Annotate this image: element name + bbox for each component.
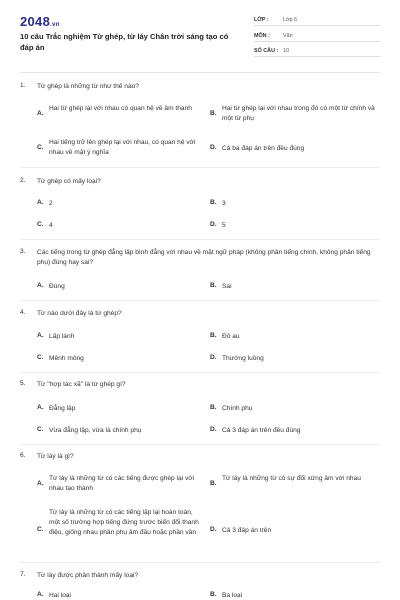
option-text: Từ láy là những từ có sự đối xứng âm với nhau [222,475,361,482]
question-divider [20,239,380,240]
option-letter: A. [37,199,44,206]
option-text: Cả 3 đáp án trên [222,527,272,534]
option-letter: D. [210,354,217,361]
question-divider [20,562,380,563]
option-text: Hai tiếng trở lên ghép lại với nhau, có quan hệ với nhau về mặt ý nghĩa [49,139,196,156]
question-number: 2. [20,177,26,184]
question-divider [20,444,380,445]
option-text: Đẳng lập [49,405,76,412]
option-text: Cả ba đáp án trên đều đúng [222,145,305,152]
document-title: 10 câu Trắc nghiệm Từ ghép, từ láy Chân trời sáng tạo có đáp án [20,32,229,52]
option-text: Đỏ au [222,333,240,340]
meta-row-class [254,14,380,26]
question-divider [20,372,380,373]
option-letter: A. [37,591,44,598]
meta-value: Lớp 6 [283,17,298,23]
option-letter: A. [37,282,44,289]
meta-key: SỐ CÂU : [254,48,279,54]
question-number: 4. [20,309,26,316]
option-letter: A. [37,332,44,339]
site-logo[interactable] [20,14,60,29]
option-letter: B. [210,591,217,598]
question-text: Từ nào dưới đây là từ ghép? [37,310,122,317]
option-letter: B. [210,404,217,411]
option-text: Hai từ ghép lại với nhau có quan hệ về âm thanh [49,105,192,112]
question-number: 1. [20,82,26,89]
meta-key: LỚP : [254,17,269,23]
question-text: Từ láy là gì? [37,453,74,460]
option-letter: B. [210,480,217,487]
question-text: Từ "hợp tác xã" là từ ghép gì? [37,381,126,388]
option-letter: C. [37,221,44,228]
logo-main: 2048 [20,14,51,29]
question-number: 7. [20,571,26,578]
option-text: 2 [49,200,53,207]
logo-tld: .vn [50,22,60,28]
option-text: 5 [222,222,226,229]
option-text: Đúng [49,283,65,290]
option-letter: C. [37,526,44,533]
meta-row-count [254,45,380,57]
option-letter: D. [210,426,217,433]
question-number: 6. [20,452,26,459]
option-text: Hai loại [49,592,71,599]
option-text: Từ láy là những từ có các tiếng được ghép lại với nhau tạo thành [49,475,195,492]
option-letter: C. [37,144,44,151]
header-divider [20,72,380,73]
option-letter: C. [37,426,44,433]
option-text: Ba loại [222,592,243,599]
option-text: 4 [49,222,53,229]
option-letter: D. [210,221,217,228]
option-letter: B. [210,199,217,206]
option-letter: A. [37,480,44,487]
option-text: Thướng luồng [222,355,264,362]
option-text: Cả 3 đáp án trên đều đúng [222,427,301,434]
meta-row-subject [254,30,380,42]
meta-value: Văn [283,33,293,39]
question-text: Từ ghép là những từ như thế nào? [37,83,139,90]
option-letter: A. [37,110,44,117]
option-text: Mênh mông [49,355,84,362]
option-letter: D. [210,144,217,151]
option-letter: D. [210,526,217,533]
option-letter: A. [37,404,44,411]
question-number: 5. [20,380,26,387]
option-letter: B. [210,110,217,117]
question-divider [20,300,380,301]
page-header [0,0,400,70]
option-text: Hai từ ghép lại với nhau trong đó có một từ chính và một từ phụ [222,105,375,122]
meta-key: MÔN : [254,33,270,39]
question-text: Từ láy được phân thành mấy loại? [37,572,139,579]
option-text: 3 [222,200,226,207]
option-text: Lấp lánh [49,333,75,340]
option-text: Sai [222,283,232,290]
option-letter: B. [210,282,217,289]
question-divider [20,167,380,168]
option-text: Từ láy là những từ có các tiếng lặp lại hoàn toàn, một số trường hợp tiếng đứng trước biến đổi thanh điệu, giống nhau phần phụ âm đầu hoặc phần vần [49,509,199,536]
question-number: 3. [20,248,26,255]
option-text: Chính phụ [222,405,253,412]
question-text: Các tiếng trong từ ghép đẳng lập bình đẳng với nhau về mặt ngữ pháp (không phân tiếng chính, không phân tiếng phụ) đúng hay sai? [37,249,371,266]
option-letter: B. [210,332,217,339]
meta-value: 10 [283,48,289,54]
option-letter: C. [37,354,44,361]
option-text: Vừa đẳng lập, vừa là chính phụ [49,427,142,434]
question-text: Từ ghép có mấy loại? [37,178,101,185]
